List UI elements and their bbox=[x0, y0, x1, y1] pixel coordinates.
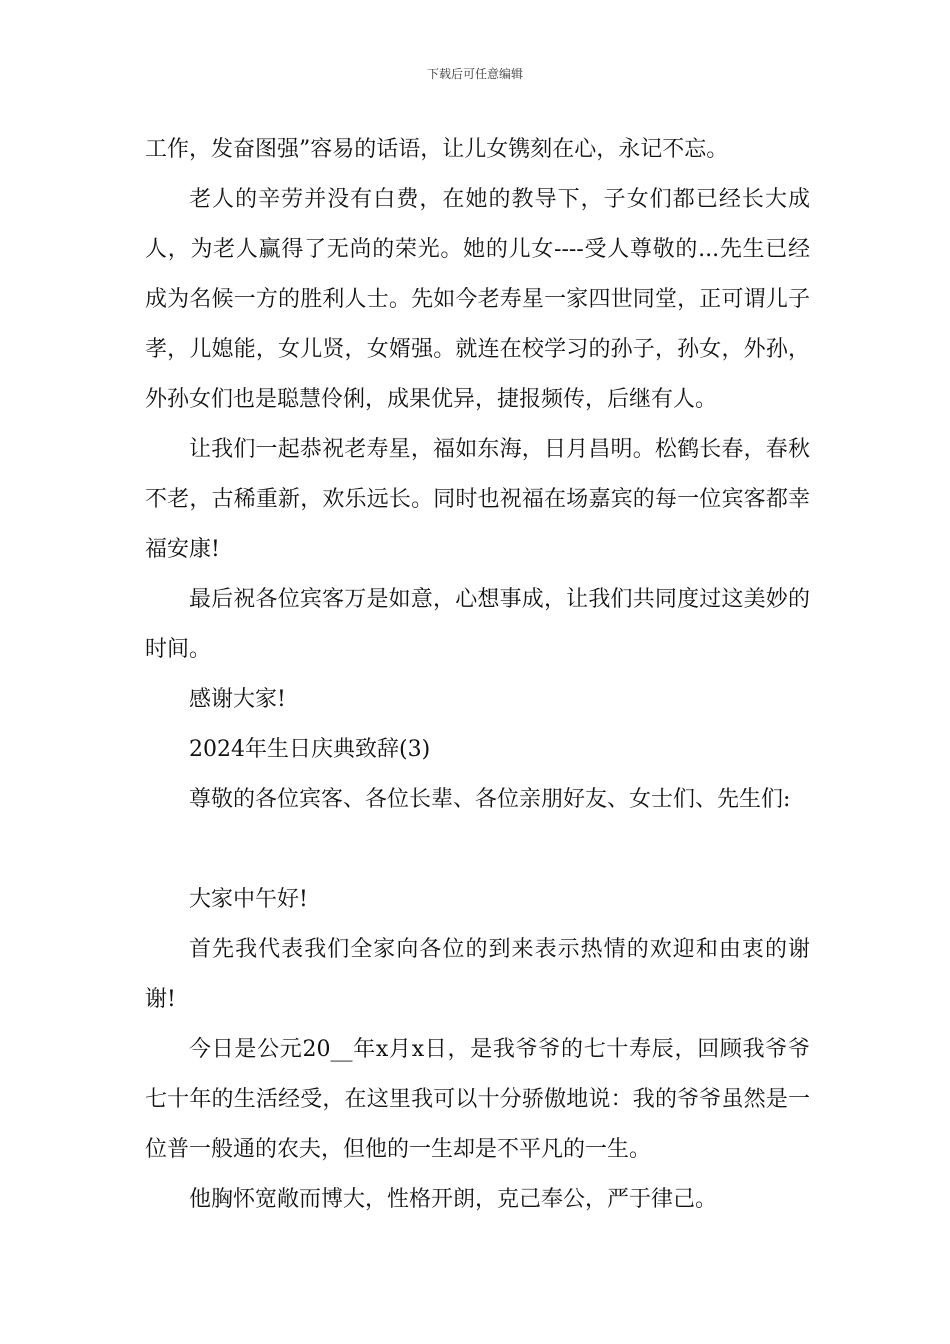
page-header: 下载后可任意编辑 bbox=[426, 67, 523, 81]
paragraph: 最后祝各位宾客万是如意，心想事成，让我们共同度过这美妙的时间。 bbox=[145, 587, 810, 662]
paragraph: 工作，发奋图强”容易的话语，让儿女镌刻在心，永记不忘。 bbox=[145, 137, 729, 162]
paragraph: 感谢大家! bbox=[189, 687, 286, 712]
paragraph: 首先我代表我们全家向各位的到来表示热情的欢迎和由衷的谢谢! bbox=[145, 937, 810, 1012]
greeting: 大家中午好! bbox=[189, 887, 308, 912]
paragraph: 今日是公元20__年x月x日，是我爷爷的七十寿辰，回顾我爷爷七十年的生活经受，在这里我可以十分骄傲地说：我的爷爷虽然是一位普一般通的农夫，但他的一生却是不平凡的一生。 bbox=[145, 1037, 810, 1162]
blank-line bbox=[145, 825, 810, 875]
document-body bbox=[145, 125, 810, 1225]
section-title: 2024年生日庆典致辞(3) bbox=[189, 737, 431, 762]
paragraph: 让我们一起恭祝老寿星，福如东海，日月昌明。松鹤长春，春秋不老，古稀重新，欢乐远长。同时也祝福在场嘉宾的每一位宾客都幸福安康! bbox=[145, 437, 810, 562]
paragraph: 他胸怀宽敞而博大，性格开朗，克己奉公，严于律己。 bbox=[189, 1187, 718, 1212]
salutation: 尊敬的各位宾客、各位长辈、各位亲朋好友、女士们、先生们: bbox=[189, 787, 791, 812]
paragraph: 老人的辛劳并没有白费，在她的教导下，子女们都已经长大成人，为老人赢得了无尚的荣光。她的儿女----受人尊敬的...先生已经成为名候一方的胜利人士。先如今老寿星一家四世同堂，正可谓儿子孝，儿媳能，女儿贤，女婿强。就连在校学习的孙子，孙女，外孙，外孙女们也是聪慧伶俐，成果优异，捷报频传，后继有人。 bbox=[145, 187, 810, 412]
